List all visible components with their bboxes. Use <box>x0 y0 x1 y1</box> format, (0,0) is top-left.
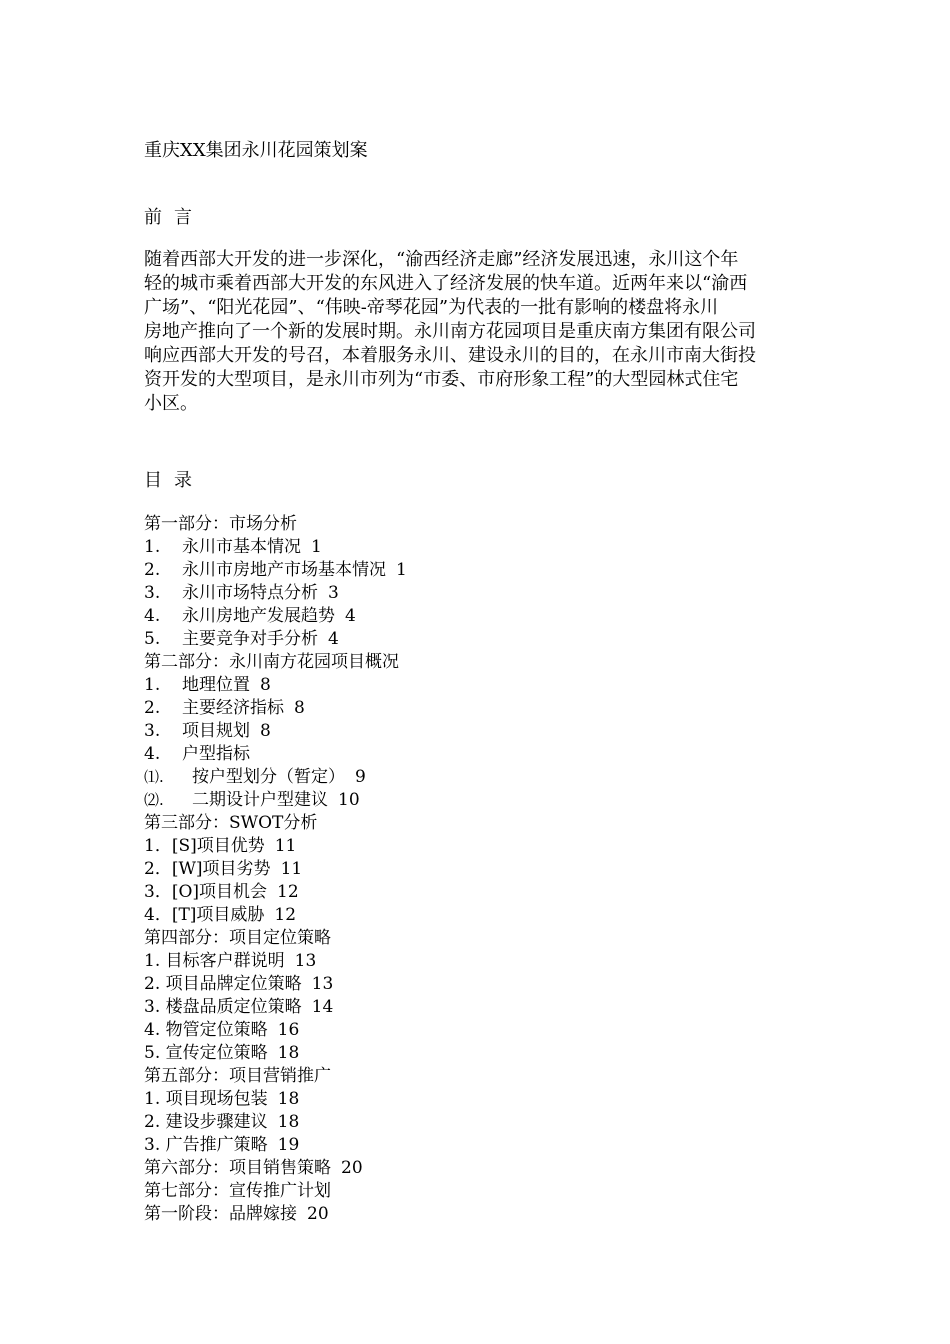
toc-entry-text: 第三部分：SWOT分析 <box>144 813 318 833</box>
toc-page-number: 4 <box>345 606 356 626</box>
toc-entry <box>144 628 804 651</box>
toc-entry <box>144 904 804 927</box>
toc-part-heading <box>144 927 804 950</box>
toc-entry-text: 按户型划分（暂定） <box>192 767 345 787</box>
preface-line: 响应西部大开发的号召，本着服务永川、建设永川的目的，在永川市南大街投 <box>144 345 756 366</box>
table-of-contents <box>144 513 804 1226</box>
toc-entry-text: 项目规划 <box>182 721 250 741</box>
toc-entry-number: 3. <box>144 583 161 603</box>
toc-entry <box>144 789 804 812</box>
toc-entry-text: 地理位置 <box>182 675 250 695</box>
toc-entry-text: 户型指标 <box>182 744 250 764</box>
preface-line: 随着西部大开发的进一步深化，“渝西经济走廊”经济发展迅速，永川这个年 <box>144 249 739 270</box>
toc-entry-number: 1. <box>144 675 161 695</box>
preface-heading: 前言 <box>144 207 204 228</box>
toc-page-number: 8 <box>260 721 271 741</box>
toc-part-heading <box>144 1065 804 1088</box>
toc-entry-number: 4. <box>144 744 161 764</box>
toc-entry <box>144 858 804 881</box>
toc-heading: 目录 <box>144 470 204 491</box>
toc-part-heading <box>144 1157 804 1180</box>
toc-page-number: 13 <box>294 951 317 971</box>
toc-entry-text: 永川市基本情况 <box>182 537 301 557</box>
toc-entry-text: 4. 物管定位策略 <box>144 1020 268 1040</box>
toc-page-number: 1 <box>396 560 407 580</box>
toc-entry-number: 4. <box>144 606 161 626</box>
toc-entry-number: ⑵. <box>144 791 164 809</box>
toc-entry <box>144 536 804 559</box>
toc-page-number: 18 <box>277 1089 300 1109</box>
toc-entry <box>144 835 804 858</box>
toc-entry-text: 2．[W]项目劣势 <box>144 859 271 879</box>
preface-line: 广场”、“阳光花园”、“伟映-帝琴花园”为代表的一批有影响的楼盘将永川 <box>144 297 719 318</box>
preface-line: 房地产推向了一个新的发展时期。永川南方花园项目是重庆南方集团有限公司 <box>144 321 756 342</box>
toc-entry <box>144 697 804 720</box>
toc-entry-text: 3. 楼盘品质定位策略 <box>144 997 302 1017</box>
toc-page-number: 9 <box>355 767 366 787</box>
toc-entry-number: 1. <box>144 537 161 557</box>
toc-entry-text: 永川市房地产市场基本情况 <box>182 560 386 580</box>
toc-entry-text: 主要经济指标 <box>182 698 284 718</box>
toc-entry-text: 4．[T]项目威胁 <box>144 905 265 925</box>
toc-entry-text: 第一阶段：品牌嫁接 <box>144 1204 297 1224</box>
toc-entry-text: 1．[S]项目优势 <box>144 836 265 856</box>
toc-entry <box>144 559 804 582</box>
document-title: 重庆XX集团永川花园策划案 <box>144 140 368 161</box>
toc-entry-text: 二期设计户型建议 <box>192 790 328 810</box>
preface-line: 小区。 <box>144 393 198 414</box>
toc-entry-text: 1. 目标客户群说明 <box>144 951 285 971</box>
toc-entry-text: 2. 建设步骤建议 <box>144 1112 268 1132</box>
toc-page-number: 20 <box>341 1158 363 1178</box>
toc-entry-text: 主要竞争对手分析 <box>182 629 318 649</box>
toc-page-number: 10 <box>338 790 360 810</box>
toc-part-heading <box>144 812 804 835</box>
toc-page-number: 19 <box>277 1135 300 1155</box>
toc-entry-number: 2. <box>144 560 161 580</box>
toc-page-number: 14 <box>311 997 334 1017</box>
toc-page-number: 20 <box>307 1204 329 1224</box>
toc-entry-text: 1. 项目现场包装 <box>144 1089 268 1109</box>
toc-entry <box>144 766 804 789</box>
toc-page-number: 13 <box>311 974 334 994</box>
preface-body <box>144 248 816 416</box>
toc-entry <box>144 996 804 1019</box>
toc-entry <box>144 720 804 743</box>
toc-entry-text: 永川市场特点分析 <box>182 583 318 603</box>
toc-entry-text: 第七部分：宣传推广计划 <box>144 1181 331 1201</box>
toc-page-number: 18 <box>277 1043 300 1063</box>
toc-page-number: 16 <box>277 1020 300 1040</box>
toc-entry-number: 3. <box>144 721 161 741</box>
toc-entry <box>144 1111 804 1134</box>
toc-page-number: 3 <box>328 583 339 603</box>
toc-entry-text: 2. 项目品牌定位策略 <box>144 974 302 994</box>
toc-page-number: 11 <box>280 859 303 879</box>
toc-entry-number: 5. <box>144 629 161 649</box>
toc-entry-text: 第五部分：项目营销推广 <box>144 1066 331 1086</box>
toc-entry-number: 2. <box>144 698 161 718</box>
toc-part-heading <box>144 651 804 674</box>
toc-entry-text: 3. 广告推广策略 <box>144 1135 268 1155</box>
toc-entry <box>144 1019 804 1042</box>
toc-part-heading <box>144 513 804 536</box>
toc-entry <box>144 950 804 973</box>
toc-entry <box>144 973 804 996</box>
toc-page-number: 11 <box>274 836 297 856</box>
toc-entry-text: 第四部分：项目定位策略 <box>144 928 331 948</box>
toc-page-number: 8 <box>294 698 305 718</box>
preface-line: 资开发的大型项目，是永川市列为“市委、市府形象工程”的大型园林式住宅 <box>144 369 739 390</box>
toc-entry-text: 永川房地产发展趋势 <box>182 606 335 626</box>
toc-page-number: 12 <box>274 905 297 925</box>
toc-page-number: 1 <box>311 537 322 557</box>
toc-part-heading <box>144 1203 804 1226</box>
toc-part-heading <box>144 1180 804 1203</box>
toc-entry <box>144 674 804 697</box>
toc-entry-text: 第六部分：项目销售策略 <box>144 1158 331 1178</box>
toc-entry-text: 第一部分：市场分析 <box>144 514 297 534</box>
toc-page-number: 12 <box>277 882 299 902</box>
toc-entry-text: 5. 宣传定位策略 <box>144 1043 268 1063</box>
preface-line: 轻的城市乘着西部大开发的东风进入了经济发展的快车道。近两年来以“渝西 <box>144 273 748 294</box>
toc-entry <box>144 743 804 766</box>
toc-entry <box>144 1134 804 1157</box>
toc-entry <box>144 1042 804 1065</box>
toc-page-number: 8 <box>260 675 271 695</box>
toc-entry <box>144 1088 804 1111</box>
toc-entry <box>144 582 804 605</box>
toc-entry <box>144 605 804 628</box>
toc-entry-text: 第二部分：永川南方花园项目概况 <box>144 652 399 672</box>
toc-page-number: 4 <box>328 629 339 649</box>
toc-entry-number: ⑴. <box>144 768 164 786</box>
toc-entry <box>144 881 804 904</box>
toc-page-number: 18 <box>277 1112 300 1132</box>
toc-entry-text: 3．[O]项目机会 <box>144 882 268 902</box>
